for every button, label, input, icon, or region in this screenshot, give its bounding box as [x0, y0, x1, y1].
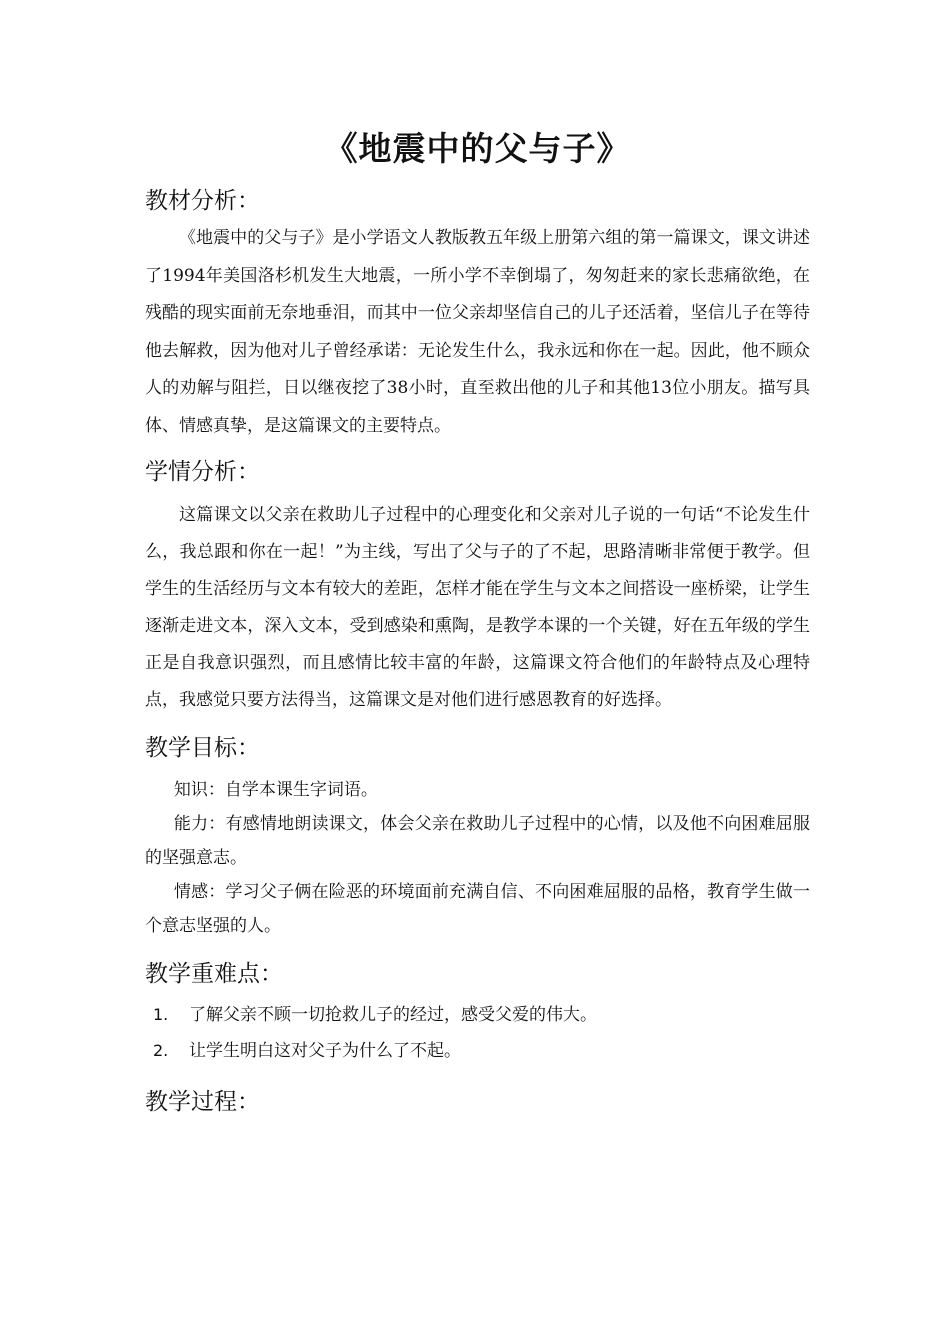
list-item — [145, 997, 810, 1033]
teaching-goals-heading: 教学目标： — [145, 735, 260, 761]
teaching-process-heading: 教学过程： — [145, 1089, 260, 1115]
list-item-number: 1. — [153, 1005, 169, 1024]
list-item-number: 2. — [153, 1041, 169, 1060]
student-analysis-heading: 学情分析： — [145, 459, 260, 485]
material-analysis-heading: 教材分析： — [145, 188, 260, 214]
goal-ability: 能力：有感情地朗读课文，体会父亲在救助儿子过程中的心情，以及他不向困难屈服的坚强意志。 — [145, 814, 810, 868]
goal-emotion: 情感：学习父子俩在险恶的环境面前充满自信、不向困难屈服的品格，教育学生做一个意志坚强的人。 — [145, 882, 810, 936]
document-title: 《地震中的父与子》 — [324, 129, 631, 168]
key-points-list — [145, 997, 810, 1069]
list-item — [145, 1033, 810, 1069]
key-points-heading: 教学重难点： — [145, 961, 283, 987]
material-analysis-paragraph: 《地震中的父与子》是小学语文人教版教五年级上册第六组的第一篇课文，课文讲述了1994年美国洛杉机发生大地震，一所小学不幸倒塌了，匆匆赶来的家长悲痛欲绝，在残酷的现实面前无奈地垂泪，而其中一位父亲却坚信自己的儿子还活着，坚信儿子在等待他去解救，因为他对儿子曾经承诺：无论发生什么，我永远和你在一起。因此，他不顾众人的劝解与阻拦，日以继夜挖了38小时，直至救出他的儿子和其他13位小朋友。描写具体、情感真挚，是这篇课文的主要特点。 — [145, 228, 810, 436]
goal-knowledge: 知识：自学本课生字词语。 — [173, 780, 378, 800]
list-item-text: 了解父亲不顾一切抢救儿子的经过，感受父爱的伟大。 — [189, 1005, 597, 1025]
list-item-text: 让学生明白这对父子为什么了不起。 — [189, 1041, 461, 1061]
document-page — [145, 120, 810, 1121]
student-analysis-paragraph: 这篇课文以父亲在救助儿子过程中的心理变化和父亲对儿子说的一句话“不论发生什么，我总跟和你在一起！”为主线，写出了父与子的了不起，思路清晰非常便于教学。但学生的生活经历与文本有较大的差距，怎样才能在学生与文本之间搭设一座桥梁，让学生逐渐走进文本，深入文本，受到感染和熏陶，是教学本课的一个关键，好在五年级的学生正是自我意识强烈，而且感情比较丰富的年龄，这篇课文符合他们的年龄特点及心理特点，我感觉只要方法得当，这篇课文是对他们进行感恩教育的好选择。 — [145, 505, 810, 710]
